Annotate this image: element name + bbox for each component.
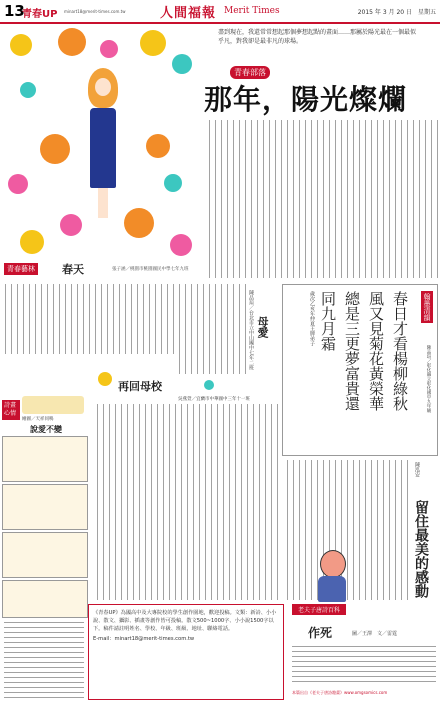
girl-dress [90, 108, 116, 188]
stay-title: 留住最美的感動 [413, 500, 429, 598]
mother-article-text [178, 284, 246, 374]
poem-text [292, 646, 436, 686]
comic-panel [2, 532, 88, 578]
stay-author: 陳泓安 [414, 462, 420, 477]
comic-panel [2, 484, 88, 530]
comic-tag: 詩畫心情 [2, 400, 20, 420]
spring-credit: 張子涵／桃園市桃園國民中學七年九班 [112, 267, 189, 272]
lead-article-text [204, 120, 438, 278]
comic-credit: 繪圖／天祥同鳴 [22, 417, 54, 422]
submission-notice [88, 604, 284, 700]
spring-caption-bar [4, 262, 200, 276]
flower-decor [60, 214, 82, 236]
flower-decor [8, 174, 28, 194]
flower-decor [20, 230, 44, 254]
lead-intro: 盡到現在，我還常常想起那個夢想起點的畫面……那屬於陽光最在一個最似乎凡，對我卻是最非凡的球場。 [218, 29, 417, 45]
mother-title: 母愛 [256, 316, 269, 338]
page-header [0, 0, 440, 24]
poem-cartoon [300, 540, 360, 602]
flower-decor [172, 54, 192, 74]
newspaper-logo-en: Merit Times [224, 6, 280, 16]
girl-legs [98, 188, 108, 218]
poem-footer: 本篇出自《老夫子唐詩趣畫》www.omgsomics.com [292, 690, 388, 695]
calligraphy-text [291, 291, 411, 449]
section-title: 青春UP [22, 9, 58, 20]
calligraphy-author: 陳品瑄／彰化縣立彰化國中九年級 [426, 345, 431, 413]
newspaper-logo: 人間福報 [160, 6, 217, 21]
flower-decor [140, 30, 166, 56]
spring-title: 春天 [62, 263, 84, 276]
calligraphy-tag: 翰墨清韻 [423, 293, 431, 321]
page-number: 13 [4, 2, 25, 20]
school-article-text [92, 404, 278, 600]
flower-decor [40, 134, 70, 164]
issue-date: 2015 年 3 月 20 日 星期五 [357, 9, 436, 16]
flower-decor [58, 28, 86, 56]
girl-face [95, 78, 111, 96]
cartoon-body [318, 576, 346, 602]
calligraphy-line: 春日才看楊柳綠秋 [391, 291, 409, 411]
calligraphy-signature: 歲次乙亥年仲夏王牌弟子 [309, 291, 315, 346]
comic-strip [0, 396, 88, 618]
spring-illustration [0, 24, 200, 274]
comic-panel [2, 580, 88, 618]
flower-decor [20, 82, 36, 98]
flower-decor [170, 234, 192, 256]
school-title: 再回母校 [118, 380, 162, 393]
cartoon-head [320, 550, 346, 578]
flower-decor [10, 34, 32, 56]
calligraphy-line: 同九月霜 [319, 291, 337, 351]
calligraphy-box [282, 284, 438, 456]
flower-decor [164, 174, 182, 192]
notice-email: E-mail：minart18@merit-times.com.tw [93, 636, 195, 642]
notice-text: 《青春UP》為國高中及大專院校的學生創作園地，歡迎投稿。文類：新詩、小小說、散文、攝影、插畫等創作皆可投稿。散文500~1000字、小小說1500字以下。稿件請註明姓名、學校、年級、班級、地址、聯絡電話。 [93, 610, 277, 632]
poem-credit: 圖／王澤 文／雷霆 [352, 631, 398, 637]
comic-header-art [22, 396, 84, 414]
bottom-left-text [4, 622, 84, 698]
comic-title: 說愛不變 [30, 425, 62, 434]
column-tag: 青春部落 [230, 66, 270, 79]
poem-title: 作死 [308, 626, 333, 640]
school-author: 吳燕萱／宜蘭市中華國中三年十一班 [178, 397, 250, 402]
title-decor-dot [204, 380, 214, 390]
flower-decor [146, 134, 170, 158]
headline: 那年，陽光燦爛 [204, 83, 408, 116]
mother-author: 陳品瑄／台北市立中山國中七年二班 [248, 290, 254, 370]
comic-panel [2, 436, 88, 482]
left-article-text [4, 284, 174, 354]
title-decor-dot [98, 372, 112, 386]
girl-figure [86, 68, 120, 218]
flower-decor [124, 208, 154, 238]
calligraphy-line: 總是三更夢富貴還 [343, 291, 361, 411]
spring-tag: 青春藝林 [4, 263, 38, 275]
poem-tag: 老夫子唐詩百科 [292, 604, 346, 615]
header-email: minart18@merit-times.com.tw [64, 9, 126, 14]
flower-decor [100, 40, 118, 58]
calligraphy-line: 風又見菊花黃榮華 [367, 291, 385, 411]
